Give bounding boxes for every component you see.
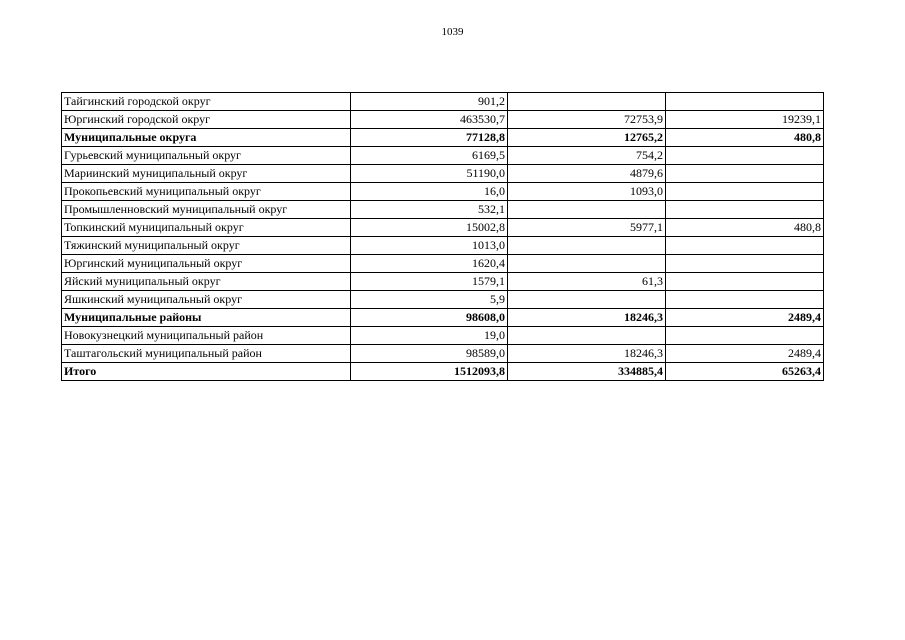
page-number: 1039 <box>441 26 464 38</box>
row-value-1: 1579,1 <box>351 273 508 291</box>
table-row <box>62 219 824 237</box>
row-value-3: 19239,1 <box>666 111 824 129</box>
row-name: Топкинский муниципальный округ <box>62 219 351 237</box>
row-value-3 <box>666 237 824 255</box>
row-value-3 <box>666 327 824 345</box>
row-name: Юргинский муниципальный округ <box>62 255 351 273</box>
row-value-1: 1013,0 <box>351 237 508 255</box>
row-value-3 <box>666 291 824 309</box>
row-value-2: 1093,0 <box>508 183 666 201</box>
row-name: Тяжинский муниципальный округ <box>62 237 351 255</box>
table-row <box>62 291 824 309</box>
row-value-1: 6169,5 <box>351 147 508 165</box>
row-value-1: 77128,8 <box>351 129 508 147</box>
row-value-2: 5977,1 <box>508 219 666 237</box>
row-name: Яйский муниципальный округ <box>62 273 351 291</box>
row-name: Таштагольский муниципальный район <box>62 345 351 363</box>
table-row <box>62 345 824 363</box>
table-row <box>62 93 824 111</box>
row-value-2 <box>508 291 666 309</box>
table-row <box>62 165 824 183</box>
row-value-2 <box>508 201 666 219</box>
budget-table <box>61 92 824 381</box>
row-value-3 <box>666 201 824 219</box>
row-value-2 <box>508 255 666 273</box>
row-value-1: 532,1 <box>351 201 508 219</box>
row-value-2: 61,3 <box>508 273 666 291</box>
row-name: Прокопьевский муниципальный округ <box>62 183 351 201</box>
row-value-1: 19,0 <box>351 327 508 345</box>
row-value-1: 901,2 <box>351 93 508 111</box>
row-value-3: 480,8 <box>666 129 824 147</box>
row-value-2: 334885,4 <box>508 363 666 381</box>
row-name: Гурьевский муниципальный округ <box>62 147 351 165</box>
row-value-2: 754,2 <box>508 147 666 165</box>
row-value-1: 16,0 <box>351 183 508 201</box>
row-value-2: 18246,3 <box>508 345 666 363</box>
row-value-1: 98608,0 <box>351 309 508 327</box>
row-value-2: 72753,9 <box>508 111 666 129</box>
table-row <box>62 129 824 147</box>
row-value-2: 18246,3 <box>508 309 666 327</box>
row-value-1: 51190,0 <box>351 165 508 183</box>
row-value-3 <box>666 273 824 291</box>
table-row <box>62 201 824 219</box>
row-value-3: 480,8 <box>666 219 824 237</box>
row-value-2 <box>508 93 666 111</box>
row-name: Тайгинский городской округ <box>62 93 351 111</box>
row-value-1: 98589,0 <box>351 345 508 363</box>
table-row <box>62 111 824 129</box>
row-value-1: 1620,4 <box>351 255 508 273</box>
row-value-3 <box>666 183 824 201</box>
row-name: Юргинский городской округ <box>62 111 351 129</box>
row-name: Промышленновский муниципальный округ <box>62 201 351 219</box>
row-value-1: 1512093,8 <box>351 363 508 381</box>
row-value-1: 15002,8 <box>351 219 508 237</box>
row-name: Мариинский муниципальный округ <box>62 165 351 183</box>
row-value-3 <box>666 165 824 183</box>
row-name: Муниципальные округа <box>62 129 351 147</box>
budget-table-body <box>62 93 824 381</box>
table-row <box>62 309 824 327</box>
row-value-3 <box>666 93 824 111</box>
table-row <box>62 183 824 201</box>
row-name: Итого <box>62 363 351 381</box>
table-row <box>62 255 824 273</box>
row-name: Муниципальные районы <box>62 309 351 327</box>
row-value-3: 65263,4 <box>666 363 824 381</box>
row-name: Новокузнецкий муниципальный район <box>62 327 351 345</box>
row-value-3 <box>666 255 824 273</box>
table-row <box>62 147 824 165</box>
table-row <box>62 327 824 345</box>
row-value-3: 2489,4 <box>666 345 824 363</box>
row-value-3: 2489,4 <box>666 309 824 327</box>
row-value-2 <box>508 237 666 255</box>
row-name: Яшкинский муниципальный округ <box>62 291 351 309</box>
row-value-1: 463530,7 <box>351 111 508 129</box>
row-value-2 <box>508 327 666 345</box>
table-row <box>62 237 824 255</box>
row-value-3 <box>666 147 824 165</box>
row-value-1: 5,9 <box>351 291 508 309</box>
table-row <box>62 273 824 291</box>
row-value-2: 12765,2 <box>508 129 666 147</box>
row-value-2: 4879,6 <box>508 165 666 183</box>
table-row <box>62 363 824 381</box>
